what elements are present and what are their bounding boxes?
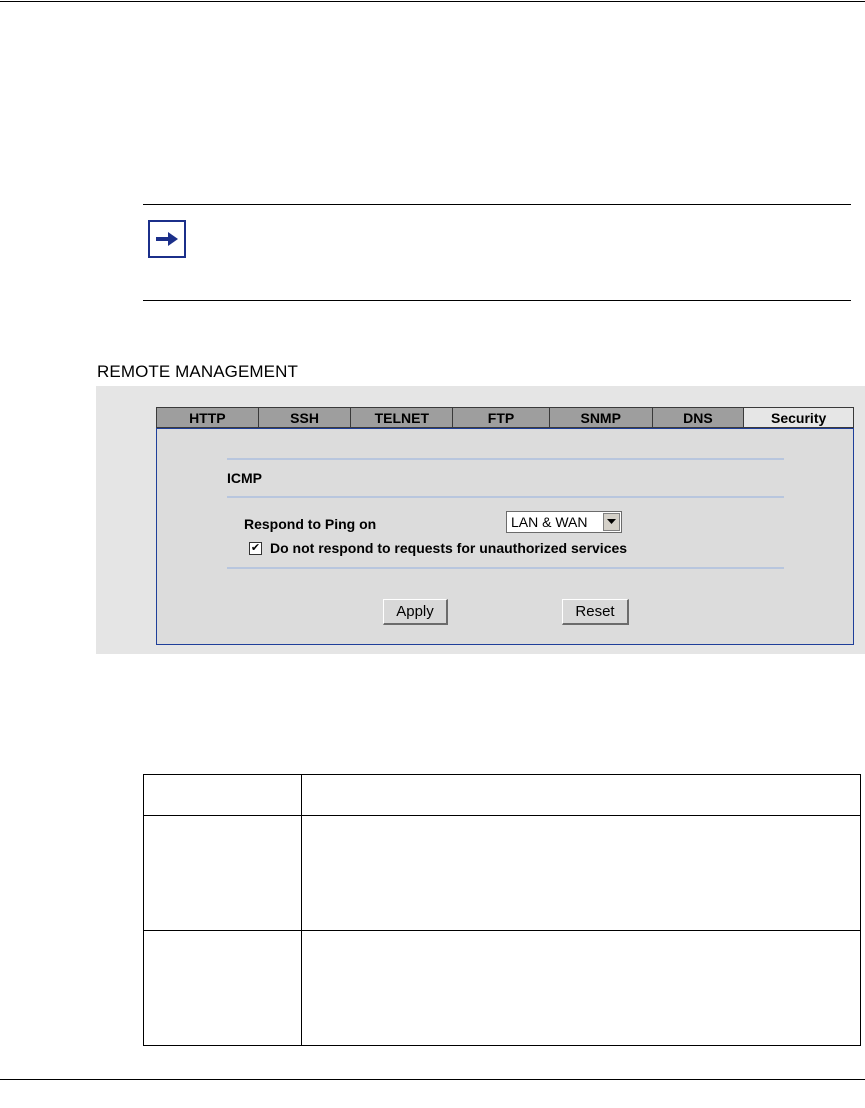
tab-ssh[interactable]: SSH bbox=[259, 408, 352, 427]
tab-http[interactable]: HTTP bbox=[157, 408, 259, 427]
table-cell bbox=[144, 816, 302, 931]
respond-ping-select[interactable] bbox=[506, 511, 622, 533]
table-header-row bbox=[144, 775, 861, 816]
tab-dns[interactable]: DNS bbox=[653, 408, 745, 427]
checkmark-icon: ✔ bbox=[250, 541, 261, 554]
unauthorized-services-row bbox=[249, 540, 627, 556]
page-title: REMOTE MANAGEMENT bbox=[97, 362, 298, 381]
tab-telnet[interactable]: TELNET bbox=[351, 408, 453, 427]
remote-management-screen bbox=[96, 386, 865, 654]
table-cell bbox=[144, 775, 302, 816]
unauthorized-services-label: Do not respond to requests for unauthorized services bbox=[270, 540, 628, 556]
table-cell bbox=[302, 816, 861, 931]
table-cell bbox=[302, 775, 861, 816]
footer-rule bbox=[0, 1079, 865, 1080]
tab-bar bbox=[156, 407, 854, 428]
divider bbox=[227, 567, 784, 569]
chevron-down-icon[interactable] bbox=[603, 513, 620, 531]
divider bbox=[227, 458, 784, 460]
header-rule bbox=[0, 1, 865, 2]
apply-button[interactable]: Apply bbox=[383, 599, 448, 625]
tab-snmp[interactable]: SNMP bbox=[550, 408, 653, 427]
tab-ftp[interactable]: FTP bbox=[453, 408, 550, 427]
note-top-rule bbox=[143, 204, 851, 205]
respond-ping-value: LAN & WAN bbox=[511, 514, 588, 530]
divider bbox=[227, 496, 784, 498]
respond-ping-label: Respond to Ping on bbox=[244, 516, 377, 532]
unauthorized-services-checkbox[interactable] bbox=[249, 542, 262, 555]
note-bottom-rule bbox=[143, 300, 851, 301]
table-cell bbox=[302, 931, 861, 1046]
table-cell bbox=[144, 931, 302, 1046]
reset-button[interactable]: Reset bbox=[562, 599, 629, 625]
description-table bbox=[143, 774, 861, 1046]
security-panel bbox=[156, 428, 854, 645]
tab-security[interactable]: Security bbox=[744, 408, 853, 427]
table-row bbox=[144, 816, 861, 931]
icmp-heading: ICMP bbox=[227, 470, 262, 486]
table-row bbox=[144, 931, 861, 1046]
arrow-right-icon bbox=[148, 220, 186, 258]
